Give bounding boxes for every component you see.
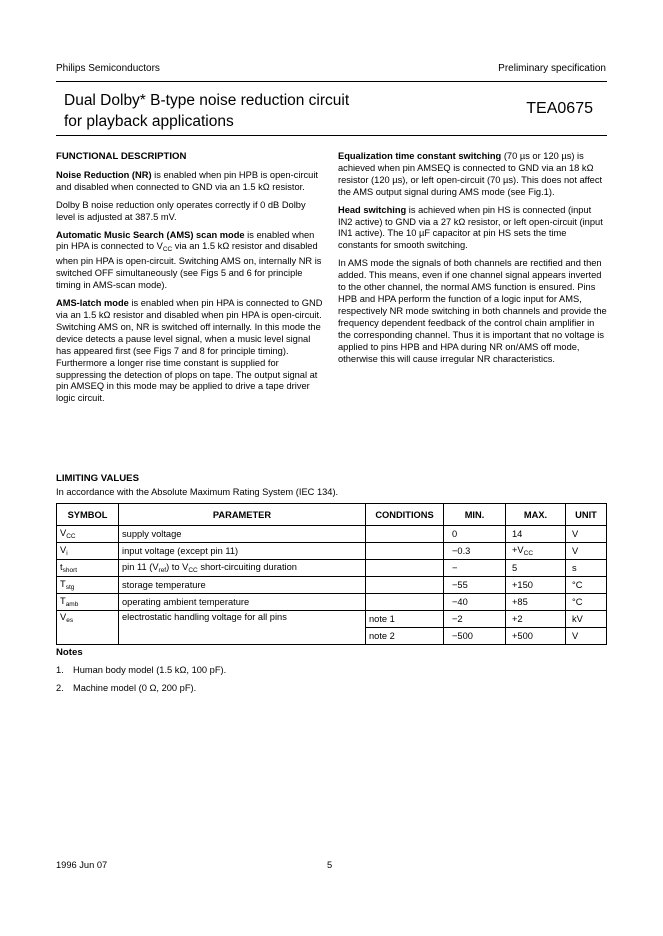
column-header-unit: UNIT bbox=[566, 504, 607, 526]
footer-date: 1996 Jun 07 bbox=[56, 860, 108, 870]
cell-unit: V bbox=[566, 543, 607, 560]
table-row bbox=[57, 543, 607, 560]
cell-unit: °C bbox=[566, 594, 607, 611]
limiting-values-heading: LIMITING VALUES bbox=[56, 473, 139, 484]
cell-symbol: $V_{CC}$ bbox=[57, 526, 119, 543]
page-number: 5 bbox=[327, 860, 333, 870]
left-column bbox=[56, 151, 326, 411]
column-header-min: MIN. bbox=[444, 504, 506, 526]
cell-conditions bbox=[366, 526, 444, 543]
note-item: 1. Human body model (1.5 kΩ, 100 pF). bbox=[56, 665, 227, 675]
cell-parameter: supply voltage bbox=[119, 526, 366, 543]
document-title bbox=[64, 90, 349, 132]
limiting-values-subheading: In accordance with the Absolute Maximum Rating System (IEC 134). bbox=[56, 487, 339, 497]
table-row bbox=[57, 526, 607, 543]
title-line-2: for playback applications bbox=[64, 113, 234, 130]
cell-max: +2 bbox=[506, 611, 566, 628]
paragraph-dolby-level: Dolby B noise reduction only operates correctly if 0 dB Dolby level is adjusted at 387.5 mV. bbox=[56, 199, 306, 222]
cell-parameter: pin 11 $(V_{ref})$ to $V_{CC}$ short-circuiting duration bbox=[119, 560, 366, 577]
note-item: 2. Machine model (0 Ω, 200 pF). bbox=[56, 683, 197, 693]
column-header-symbol: SYMBOL bbox=[57, 504, 119, 526]
column-header-conditions: CONDITIONS bbox=[366, 504, 444, 526]
column-header-max: MAX. bbox=[506, 504, 566, 526]
cell-min: −2 bbox=[444, 611, 506, 628]
section-heading: FUNCTIONAL DESCRIPTION bbox=[56, 151, 187, 162]
cell-min: −0.3 bbox=[444, 543, 506, 560]
cell-min: −55 bbox=[444, 577, 506, 594]
title-box bbox=[56, 81, 607, 136]
paragraph-equalization: Equalization time constant switching (70 µs or 120 µs) is achieved when pin AMSEQ is connected to GND via an 18 kΩ resistor (120 µs), or left open-circuit (70 µs). This does not affect the AMS output signal during AMS mode (see Fig.1). bbox=[338, 151, 603, 197]
cell-parameter: electrostatic handling voltage for all pins bbox=[119, 611, 366, 645]
cell-max: +500 bbox=[506, 628, 566, 645]
cell-max: $+V_{CC}$ bbox=[506, 543, 566, 560]
part-number: TEA0675 bbox=[526, 100, 593, 117]
cell-parameter: input voltage (except pin 11) bbox=[119, 543, 366, 560]
title-line-1: Dual Dolby* B-type noise reduction circuit bbox=[64, 92, 350, 109]
cell-symbol: $V_{es}$ bbox=[57, 611, 119, 645]
cell-parameter: operating ambient temperature bbox=[119, 594, 366, 611]
table-row bbox=[57, 560, 607, 577]
paragraph-ams-scan: Automatic Music Search (AMS) scan mode is enabled when pin HPA is connected to $V_{CC}$ via an 1.5 kΩ resistor and disabled when pin HPA is open-circuit. Switching AMS on, internally NR is switched OFF simultaneously (see Figs 5 and 6 for principle timing in AMS-scan mode). bbox=[56, 229, 322, 291]
table-row bbox=[57, 577, 607, 594]
cell-symbol: $V_i$ bbox=[57, 543, 119, 560]
cell-conditions bbox=[366, 543, 444, 560]
cell-max: +150 bbox=[506, 577, 566, 594]
paragraph-head-switching: Head switching is achieved when pin HS is connected (input IN2 active) to GND via a 27 kΩ resistor, or left open-circuit (input IN1 active). The 10 µF capacitor at pin HS sets the time constants for smooth switching. bbox=[338, 204, 603, 251]
cell-symbol: $T_{stg}$ bbox=[57, 577, 119, 594]
cell-min: −40 bbox=[444, 594, 506, 611]
cell-unit: kV bbox=[566, 611, 607, 628]
cell-conditions: note 1 bbox=[366, 611, 444, 628]
paragraph-noise-reduction: Noise Reduction (NR) is enabled when pin HPB is open-circuit and disabled when connected to GND via an 1.5 kΩ resistor. bbox=[56, 169, 318, 192]
cell-max: +85 bbox=[506, 594, 566, 611]
cell-min: −500 bbox=[444, 628, 506, 645]
cell-unit: °C bbox=[566, 577, 607, 594]
cell-min: − bbox=[444, 560, 506, 577]
cell-max: 5 bbox=[506, 560, 566, 577]
cell-unit: s bbox=[566, 560, 607, 577]
cell-max: 14 bbox=[506, 526, 566, 543]
cell-symbol: $T_{amb}$ bbox=[57, 594, 119, 611]
limiting-values-table bbox=[56, 503, 607, 645]
header-status: Preliminary specification bbox=[498, 63, 606, 74]
cell-conditions bbox=[366, 560, 444, 577]
notes-heading: Notes bbox=[56, 647, 83, 658]
cell-min: 0 bbox=[444, 526, 506, 543]
paragraph-ams-mode: In AMS mode the signals of both channels are rectified and then added. This means, even if one channel signal appears inverted to the other channel, the normal AMS function is ensured. Pins HPB and HPA perform the function of a logic input for AMS, respectively NR mode switching in both channels and provide the frequency dependent feedback of the control chain amplifier in the corresponding channel. Thus it is important that no voltage is applied to pins HPB and HPA during NR on/AMS off mode, otherwise this will cause irregular NR characteristics. bbox=[338, 258, 607, 364]
cell-symbol: $t_{short}$ bbox=[57, 560, 119, 577]
cell-parameter: storage temperature bbox=[119, 577, 366, 594]
cell-unit: V bbox=[566, 526, 607, 543]
table-row bbox=[57, 594, 607, 611]
right-column bbox=[338, 151, 608, 371]
table-header-row bbox=[57, 504, 607, 526]
column-header-parameter: PARAMETER bbox=[119, 504, 366, 526]
header-company: Philips Semiconductors bbox=[56, 63, 160, 74]
cell-unit: V bbox=[566, 628, 607, 645]
cell-conditions bbox=[366, 594, 444, 611]
table-row bbox=[57, 611, 607, 628]
paragraph-ams-latch: AMS-latch mode is enabled when pin HPA is connected to GND via an 1.5 kΩ resistor and disabled when pin HPA is open-circuit. Switching AMS on, NR is switched off internally. In this mode the device detects a pause level signal, when a music level signal has appeared first (see Figs 7 and 8 for principle timing). Furthermore a longer rise time constant is supplied for suppressing the detection of plops on tape. The output signal at pin AMSEQ in this mode may be applied to drive a tape driver logic circuit. bbox=[56, 298, 323, 404]
cell-conditions bbox=[366, 577, 444, 594]
cell-conditions: note 2 bbox=[366, 628, 444, 645]
